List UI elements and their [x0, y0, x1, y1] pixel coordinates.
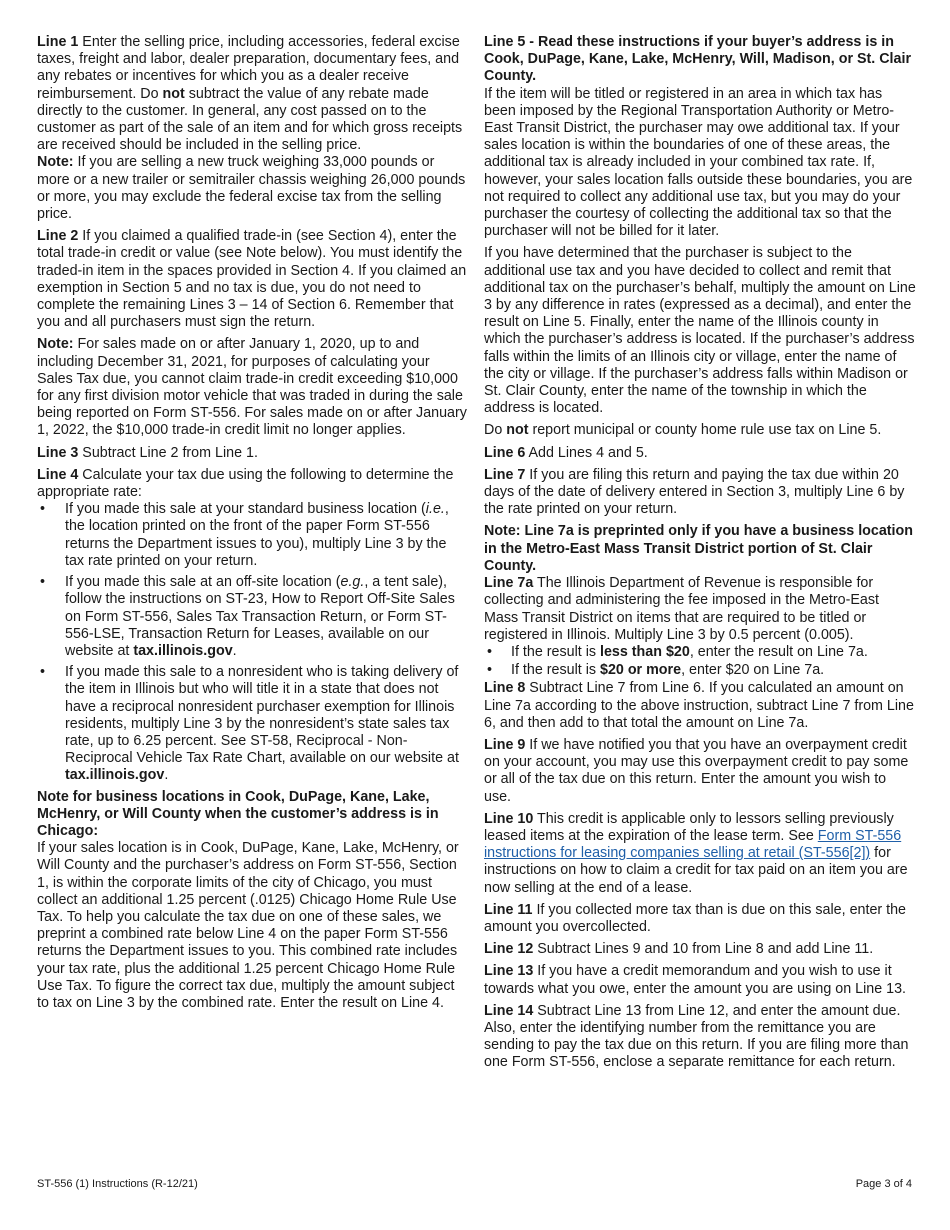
bullet-italic: i.e. — [425, 501, 445, 518]
line11-text: If you collected more tax than is due on this sale, enter the amount you overcollected. — [484, 901, 907, 935]
line7a-bullet-more — [484, 662, 916, 679]
line7-label: Line 7 — [484, 466, 526, 483]
line2-paragraph — [37, 228, 469, 331]
line4-paragraph — [37, 467, 469, 501]
line14-label: Line 14 — [484, 1002, 534, 1019]
line4-bullet-list — [37, 501, 469, 784]
line6-text: Add Lines 4 and 5. — [525, 444, 648, 461]
website-text: tax.illinois.gov — [133, 642, 233, 659]
line4-bullet-offsite — [37, 574, 469, 660]
line3-text: Subtract Line 2 from Line 1. — [78, 444, 258, 461]
bullet-text: If you made this sale to a nonresident who is taking delivery of the item in Illinois but who will title it in a state that does not have a reciprocal nonresident purchaser exemption for Illinois residents, multiply Line 3 by the nonresident’s state sales tax rate, up to 6.25 percent. See ST-58, Reciprocal - Non-Reciprocal Vehicle Tax Rate Chart, available on our website at — [65, 664, 459, 767]
line7a-text: The Illinois Department of Revenue is responsible for collecting and administering the fee imposed in the Metro-East Mass Transit District on items that are required to be titled or registered in Illinois. Multiply Line 3 by 0.5 percent (0.005). — [484, 575, 879, 643]
note2-label: Note: — [37, 336, 74, 353]
line1-note-text: If you are selling a new truck weighing 33,000 pounds or more or a new trailer or semitrailer chassis weighing 26,000 pounds or more, you may exclude the federal excise tax from the selling price. — [37, 154, 466, 223]
bullet-text: , the location printed on the front of the paper Form ST-556 returns the Department issues to you), multiply Line 3 by the tax rate printed on your return. — [65, 501, 449, 569]
line5-paragraph-2: If you have determined that the purchaser is subject to the additional use tax and you have decided to collect and remit that additional tax on the purchaser’s behalf, multiply the amount on Line 3 by any difference in rates (expressed as a decimal), and enter the result on Line 5. Finally, enter the name of the Illinois county in which the purchaser’s address is located. If the purchaser’s address falls within the limits of an Illinois city or village, enter the name of the city or village. If the purchaser’s address falls within Madison or St. Clair County, enter the name of the township in which the address is located. — [484, 245, 916, 417]
bullet-icon: • — [40, 501, 46, 518]
line10-label: Line 10 — [484, 810, 534, 827]
line9-label: Line 9 — [484, 736, 526, 753]
bullet-text: If the result is — [511, 662, 600, 679]
line14-text: Subtract Line 13 from Line 12, and enter the amount due. Also, enter the identifying number from the remittance you are sending to pay the tax due on this return. If you are filing more than one Form ST-556, enclose a separate remittance for each return. — [484, 1002, 909, 1071]
line8-paragraph — [484, 680, 916, 732]
bullet-text: , a tent sale), follow the instructions on ST-23, How to Report Off-Site Sales on Form ST-556, Sales Tax Transaction Return, or Form ST-556-LSE, Transaction Return for Leases, available on our website at — [65, 574, 455, 659]
line7a-paragraph — [484, 575, 916, 644]
line12-label: Line 12 — [484, 941, 534, 958]
line1-note-label: Note: — [37, 154, 74, 171]
line8-label: Line 8 — [484, 680, 526, 697]
line12-text: Subtract Lines 9 and 10 from Line 8 and add Line 11. — [533, 941, 874, 958]
line13-paragraph — [484, 963, 916, 997]
line5-not: not — [506, 422, 529, 439]
bullet-text: If the result is — [511, 643, 600, 660]
line4-text: Calculate your tax due using the following to determine the appropriate rate: — [37, 466, 454, 501]
line5-paragraph-3 — [484, 422, 916, 439]
line9-paragraph — [484, 737, 916, 806]
bullet-text: If you made this sale at an off-site location ( — [65, 574, 341, 591]
bullet-bold: less than $20 — [600, 643, 690, 660]
line5-text: report municipal or county home rule use tax on Line 5. — [528, 422, 882, 439]
line4-label: Line 4 — [37, 466, 79, 483]
bullet-icon: • — [40, 574, 46, 591]
footer-page-number: Page 3 of 4 — [855, 1178, 912, 1190]
line9-text: If we have notified you that you have an overpayment credit on your account, you may use this overpayment credit to pay some or all of the tax due on this return. Enter the amount you wish to use. — [484, 736, 909, 805]
line8-text: Subtract Line 7 from Line 6. If you calculated an amount on Line 7a according to the above instruction, subtract Line 7 from Line 6, and then add to that total the amount on Line 7a. — [484, 680, 914, 731]
line10-text-a: This credit is applicable only to lessors selling previously leased items at the expiration of the lease term. See — [484, 810, 894, 844]
right-column — [484, 34, 916, 1077]
line7a-bullet-less — [484, 644, 916, 661]
line14-paragraph — [484, 1003, 916, 1072]
line6-label: Line 6 — [484, 444, 526, 461]
line7a-bullet-list — [484, 644, 916, 679]
bullet-text: If you made this sale at your standard business location ( — [65, 501, 426, 518]
line7a-note-heading: Note: Line 7a is preprinted only if you have a business location in the Metro-East Mass Transit District portion of St. Clair County. — [484, 523, 913, 574]
bullet-italic: e.g. — [340, 574, 365, 591]
st556-leasing-instructions-link[interactable]: Form ST-556 instructions for leasing companies selling at retail (ST-556[2]) — [484, 827, 902, 862]
line6-paragraph — [484, 445, 916, 462]
line1-not: not — [162, 85, 185, 102]
line5-text: Do — [484, 422, 507, 439]
line3-label: Line 3 — [37, 444, 79, 461]
left-column — [37, 34, 469, 1017]
line11-paragraph — [484, 902, 916, 936]
bullet-bold: $20 or more — [600, 662, 682, 679]
bullet-text: , enter $20 on Line 7a. — [681, 662, 825, 679]
line3-paragraph — [37, 445, 469, 462]
footer-form-id: ST-556 (1) Instructions (R-12/21) — [37, 1178, 198, 1190]
bullet-text: . — [232, 642, 237, 659]
line1-paragraph — [37, 34, 469, 223]
line5-paragraph-1: If the item will be titled or registered in an area in which tax has been imposed by the Regional Transportation Authority or Metro-East Transit District, the purchaser may owe additional tax. If your sales location is within the boundaries of one of these areas, the additional tax is already included in your combined tax rate. If, however, your sales location falls outside these boundaries, you are not required to collect any additional use tax, but you may do your purchaser the courtesy of collecting the additional tax so that the purchaser will not be billed for it later. — [484, 85, 913, 240]
chicago-note-heading: Note for business locations in Cook, DuPage, Kane, Lake, McHenry, or Will County when the customer’s address is in Chicago: — [37, 788, 439, 839]
line1-label: Line 1 — [37, 34, 79, 50]
line2-label: Line 2 — [37, 228, 79, 245]
bullet-text: , enter the result on Line 7a. — [689, 643, 868, 660]
line4-bullet-standard-location — [37, 501, 469, 570]
bullet-text: . — [164, 767, 169, 784]
bullet-icon: • — [40, 664, 46, 681]
line7a-label: Line 7a — [484, 575, 534, 592]
line4-bullet-nonresident — [37, 664, 469, 784]
website-text: tax.illinois.gov — [65, 767, 165, 784]
line5-heading: Line 5 - Read these instructions if your buyer’s address is in Cook, DuPage, Kane, Lake, McHenry, Will, Madison, or St. Clair County. — [484, 34, 912, 85]
line10-paragraph — [484, 811, 916, 897]
note2-paragraph — [37, 336, 469, 439]
line1-text-b: subtract the value of any rebate made directly to the customer. In general, any cost passed on to the customer as part of the sale of an item and for which gross receipts are received should be included in the selling price. — [37, 85, 463, 154]
line2-text: If you claimed a qualified trade-in (see Section 4), enter the total trade-in credit or value (see Note below). You must identify the traded-in item in the spaces provided in Section 4. If you claimed an exemption in Section 5 and no tax is due, you do not need to complete the remaining Lines 3 – 14 of Section 6. Remember that you and all purchasers must sign the return. — [37, 228, 467, 331]
line1-text-a: Enter the selling price, including accessories, federal excise taxes, freight and labor, dealer preparation, documentary fees, and any rebates or incentives for which you as a dealer receive reimbursement. Do — [37, 34, 460, 102]
line13-text: If you have a credit memorandum and you wish to use it towards what you owe, enter the amount you are using on Line 13. — [484, 963, 907, 997]
note2-text: For sales made on or after January 1, 2020, up to and including December 31, 2021, for purposes of calculating your Sales Tax due, you cannot claim trade-in credit exceeding $10,000 for any first division motor vehicle that was traded in during the sale being reported on Form ST-556. For sales made on or after January 1, 2022, the $10,000 trade-in credit limit no longer applies. — [37, 336, 467, 439]
chicago-note-text: If your sales location is in Cook, DuPage, Kane, Lake, McHenry, or Will County and the purchaser’s address on Form ST-556, Section 1, is within the corporate limits of the city of Chicago, you must collect an additional 1.25 percent (.0125) Chicago Home Rule Use Tax. To help you calculate the tax due on one of these sales, we preprint a combined rate below Line 4 on the paper Form ST-556 returns the Department issues to you. This combined rate includes your tax rate, plus the additional 1.25 percent Chicago Home Rule Use Tax. To figure the correct tax due, multiply the amount subject to tax on Line 3 by the combined rate. Enter the result on Line 4. — [37, 840, 459, 1011]
line7-paragraph — [484, 467, 916, 519]
line12-paragraph — [484, 941, 916, 958]
bullet-icon: • — [487, 643, 493, 660]
line7-text: If you are filing this return and paying the tax due within 20 days of the date of delivery entered in Section 3, multiply Line 6 by the rate printed on your return. — [484, 466, 905, 518]
line13-label: Line 13 — [484, 963, 534, 980]
bullet-icon: • — [487, 662, 493, 679]
line10-text-b: for instructions on how to claim a credit for tax paid on an item you are now selling at the end of a lease. — [484, 845, 908, 896]
line11-label: Line 11 — [484, 901, 533, 918]
